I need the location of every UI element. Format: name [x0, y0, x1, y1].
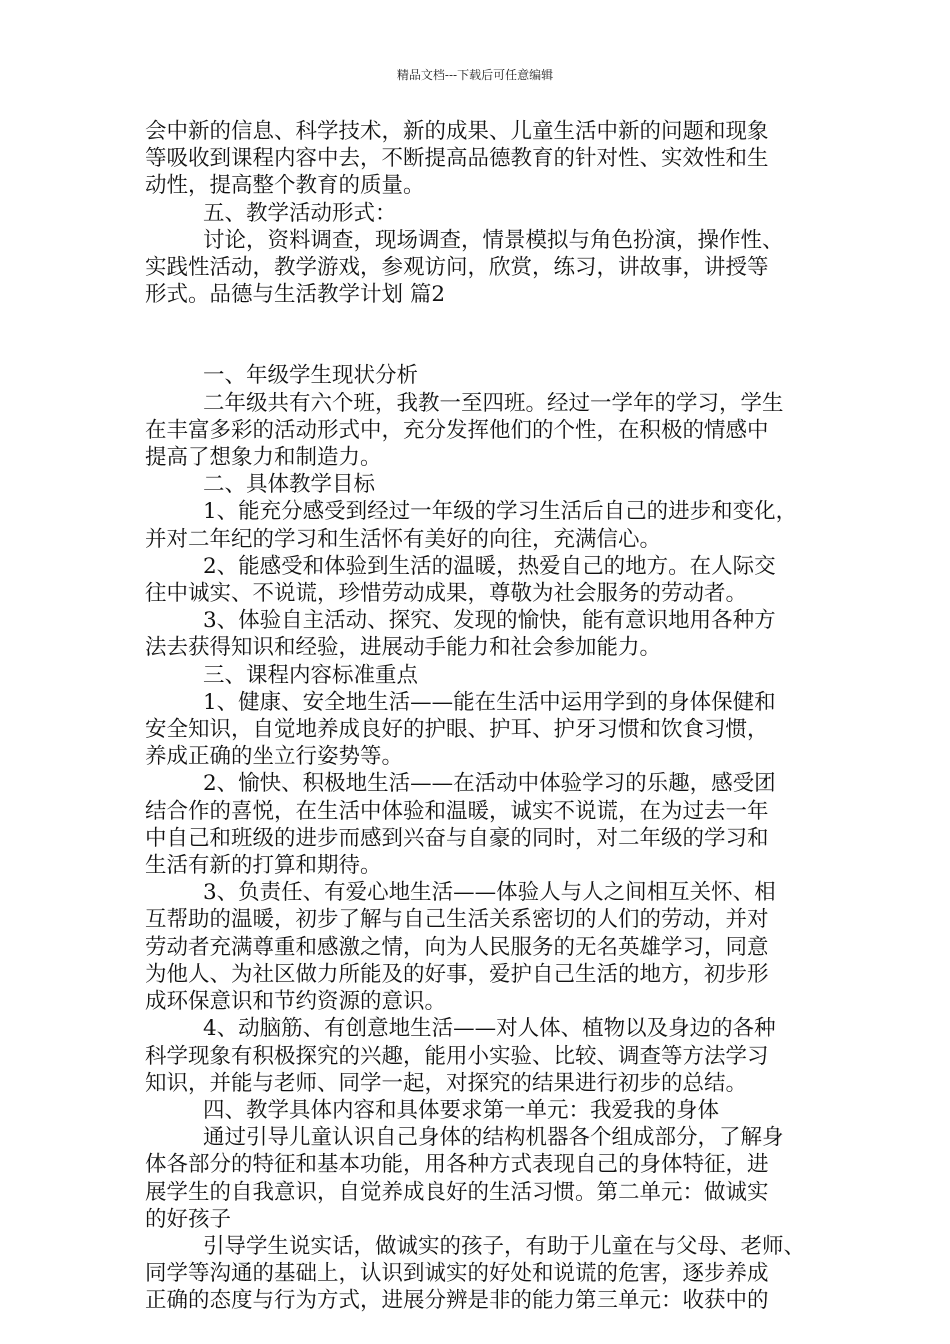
- text-line: 中自己和班级的进步而感到兴奋与自豪的同时，对二年级的学习和: [145, 825, 769, 851]
- text-line: 一、年级学生现状分析: [203, 363, 419, 389]
- blank-spacer: [145, 308, 805, 362]
- text-line: 养成正确的坐立行姿势等。: [145, 744, 404, 770]
- page-header: 精品文档---下载后可任意编辑: [396, 68, 554, 82]
- text-line: 安全知识，自觉地养成良好的护眼、护耳、护牙习惯和饮食习惯，: [145, 717, 769, 743]
- text-line: 同学等沟通的基础上，认识到诚实的好处和说谎的危害，逐步养成: [145, 1261, 769, 1287]
- text-line: 五、教学活动形式：: [203, 200, 397, 226]
- text-line: 为他人、为社区做力所能及的好事，爱护自己生活的地方，初步形: [145, 961, 769, 987]
- text-line: 法去获得知识和经验，进展动手能力和社会参加能力。: [145, 635, 662, 661]
- text-line: 引导学生说实话，做诚实的孩子，有助于儿童在与父母、老师、: [203, 1233, 806, 1259]
- text-line: 结合作的喜悦，在生活中体验和温暖，诚实不说谎，在为过去一年: [145, 798, 769, 824]
- text-line: 1、健康、安全地生活——能在生活中运用学到的身体保健和: [203, 689, 776, 715]
- text-line: 三、课程内容标准重点: [203, 662, 419, 688]
- text-line: 2、能感受和体验到生活的温暖，热爱自己的地方。在人际交: [203, 553, 776, 579]
- text-line: 二年级共有六个班，我教一至四班。经过一学年的学习，学生: [203, 390, 784, 416]
- text-line: 3、体验自主活动、探究、发现的愉快，能有意识地用各种方: [203, 608, 776, 634]
- text-line: 知识，并能与老师、同学一起，对探究的结果进行初步的总结。: [145, 1070, 748, 1096]
- text-line: 2、愉快、积极地生活——在活动中体验学习的乐趣，感受团: [203, 771, 776, 797]
- text-line: 会中新的信息、科学技术，新的成果、儿童生活中新的问题和现象: [145, 119, 769, 144]
- text-line: 互帮助的温暖，初步了解与自己生活关系密切的人们的劳动，并对: [145, 907, 769, 933]
- text-line: 3、负责任、有爱心地生活——体验人与人之间相互关怀、相: [203, 880, 776, 906]
- text-line: 动性，提高整个教育的质量。: [145, 173, 425, 199]
- text-line: 4、动脑筋、有创意地生活——对人体、植物以及身边的各种: [203, 1016, 776, 1042]
- text-line: 四、教学具体内容和具体要求第一单元：我爱我的身体: [203, 1097, 720, 1123]
- text-line: 实践性活动，教学游戏，参观访问，欣赏，练习，讲故事，讲授等: [145, 255, 769, 281]
- text-line: 1、能充分感受到经过一年级的学习生活后自己的进步和变化，: [203, 499, 798, 525]
- text-line: 等吸收到课程内容中去，不断提高品德教育的针对性、实效性和生: [145, 146, 769, 172]
- text-line: 通过引导儿童认识自己身体的结构机器各个组成部分，了解身: [203, 1125, 784, 1151]
- text-line: 科学现象有积极探究的兴趣，能用小实验、比较、调查等方法学习: [145, 1043, 769, 1069]
- document-body: [145, 118, 805, 1315]
- text-line: 形式。品德与生活教学计划 篇2: [145, 282, 446, 308]
- text-line: 正确的态度与行为方式，进展分辨是非的能力第三单元：收获中的: [145, 1288, 769, 1314]
- text-line: 并对二年纪的学习和生活怀有美好的向往，充满信心。: [145, 526, 662, 552]
- text-line: 二、具体教学目标: [203, 472, 376, 498]
- text-line: 生活有新的打算和期待。: [145, 853, 382, 879]
- text-line: 劳动者充满尊重和感激之情，向为人民服务的无名英雄学习，同意: [145, 934, 769, 960]
- text-line: 成环保意识和节约资源的意识。: [145, 989, 447, 1015]
- text-line: 讨论，资料调查，现场调查，情景模拟与角色扮演，操作性、: [203, 227, 784, 253]
- text-line: 的好孩子: [145, 1206, 232, 1232]
- text-line: 往中诚实、不说谎，珍惜劳动成果，尊敬为社会服务的劳动者。: [145, 581, 748, 607]
- text-line: 提高了想象力和制造力。: [145, 445, 382, 471]
- text-line: 在丰富多彩的活动形式中，充分发挥他们的个性，在积极的情感中: [145, 417, 769, 443]
- text-line: 展学生的自我意识，自觉养成良好的生活习惯。第二单元：做诚实: [145, 1179, 769, 1205]
- text-line: 体各部分的特征和基本功能，用各种方式表现自己的身体特征，进: [145, 1152, 769, 1178]
